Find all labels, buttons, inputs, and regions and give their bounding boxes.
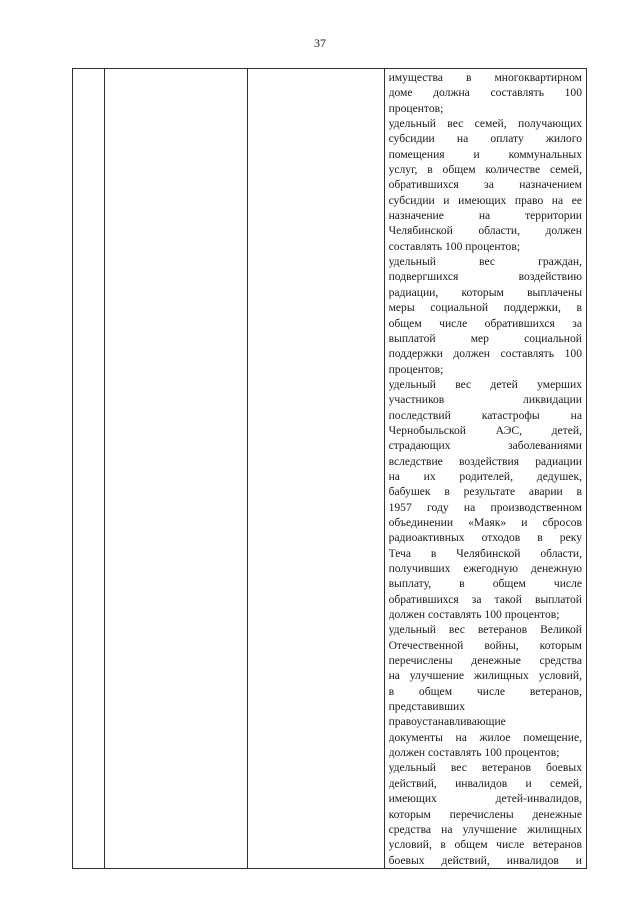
text-line: условий, в общем числе ветеранов (388, 838, 582, 852)
text-line: должен составлять 100 процентов; (388, 608, 560, 622)
text-line: общем числе обратившихся за (388, 316, 582, 330)
text-line: средства на улучшение жилищных (388, 822, 582, 836)
table-cell-description (248, 69, 384, 869)
text-line: которым перечислены денежные (388, 807, 582, 821)
text-line: Чернобыльской АЭС, детей, (388, 423, 582, 437)
text-line: удельный вес ветеранов боевых (388, 761, 582, 775)
text-line: удельный вес детей умерших (388, 377, 582, 391)
text-line: на улучшение жилищных условий, (388, 669, 582, 683)
text-line: назначение на территории (388, 209, 582, 223)
text-line: удельный вес семей, получающих (388, 117, 582, 131)
text-line: правоустанавливающие (388, 715, 506, 729)
text-line: услуг, в общем количестве семей, (388, 163, 582, 177)
text-line: поддержки должен составлять 100 (388, 347, 582, 361)
text-line: объединении «Маяк» и сбросов (388, 515, 582, 529)
text-line: получивших ежегодную денежную (388, 562, 582, 575)
table-row (73, 69, 587, 869)
text-line: в общем числе ветеранов, (388, 684, 582, 698)
text-line: документы на жилое помещение, (388, 730, 582, 744)
text-line: Теча в Челябинской области, (388, 546, 582, 560)
table-cell-name (105, 69, 248, 869)
text-line: обратившихся за такой выплатой (388, 592, 582, 606)
text-line: представивших (388, 700, 466, 714)
text-line: составлять 100 процентов; (388, 239, 521, 253)
text-line: перечислены денежные средства (388, 654, 582, 668)
text-line: 1957 году на производственном (388, 500, 582, 514)
text-line: процентов; (388, 101, 444, 115)
text-line: меры социальной поддержки, в (388, 301, 582, 315)
text-line: Отечественной войны, которым (388, 638, 582, 652)
text-line: субсидии на оплату жилого (388, 132, 582, 146)
text-line: бабушек в результате аварии в (388, 485, 582, 499)
indicators-text (385, 69, 586, 868)
table-cell-indicators (384, 69, 586, 869)
text-line: выплатой мер социальной (388, 331, 582, 345)
table-cell-number (73, 69, 105, 869)
text-line: удельный вес граждан, (388, 255, 582, 269)
page-number: 37 (314, 36, 326, 50)
text-line: процентов; (388, 362, 444, 376)
text-line: подвергшихся воздействию (388, 270, 582, 284)
text-line: Челябинской области, должен (388, 224, 582, 238)
text-line: участников ликвидации (388, 393, 582, 407)
document-table (72, 68, 587, 869)
text-line: помещения и коммунальных (388, 147, 582, 161)
text-line: радиоактивных отходов в реку (388, 531, 582, 545)
text-line: имеющих детей-инвалидов, (388, 792, 582, 806)
text-line: обратившихся за назначением (388, 178, 582, 192)
text-line: на их родителей, дедушек, (388, 469, 582, 483)
text-line: радиации, которым выплачены (388, 285, 582, 299)
text-line: должен составлять 100 процентов; (388, 746, 560, 760)
text-line: выплату, в общем числе (388, 577, 582, 591)
text-line: доме должна составлять 100 (388, 86, 582, 100)
text-line: удельный вес ветеранов Великой (388, 623, 582, 637)
text-line: действий, инвалидов и семей, (388, 776, 582, 790)
text-line: последствий катастрофы на (388, 408, 582, 422)
text-line: боевых действий, инвалидов и (388, 853, 582, 867)
text-line: имущества в многоквартирном (388, 71, 582, 84)
text-line: вследствие воздействия радиации (388, 454, 582, 468)
text-line: субсидии и имеющих право на ее (388, 193, 582, 207)
text-line: страдающих заболеваниями (388, 439, 582, 453)
